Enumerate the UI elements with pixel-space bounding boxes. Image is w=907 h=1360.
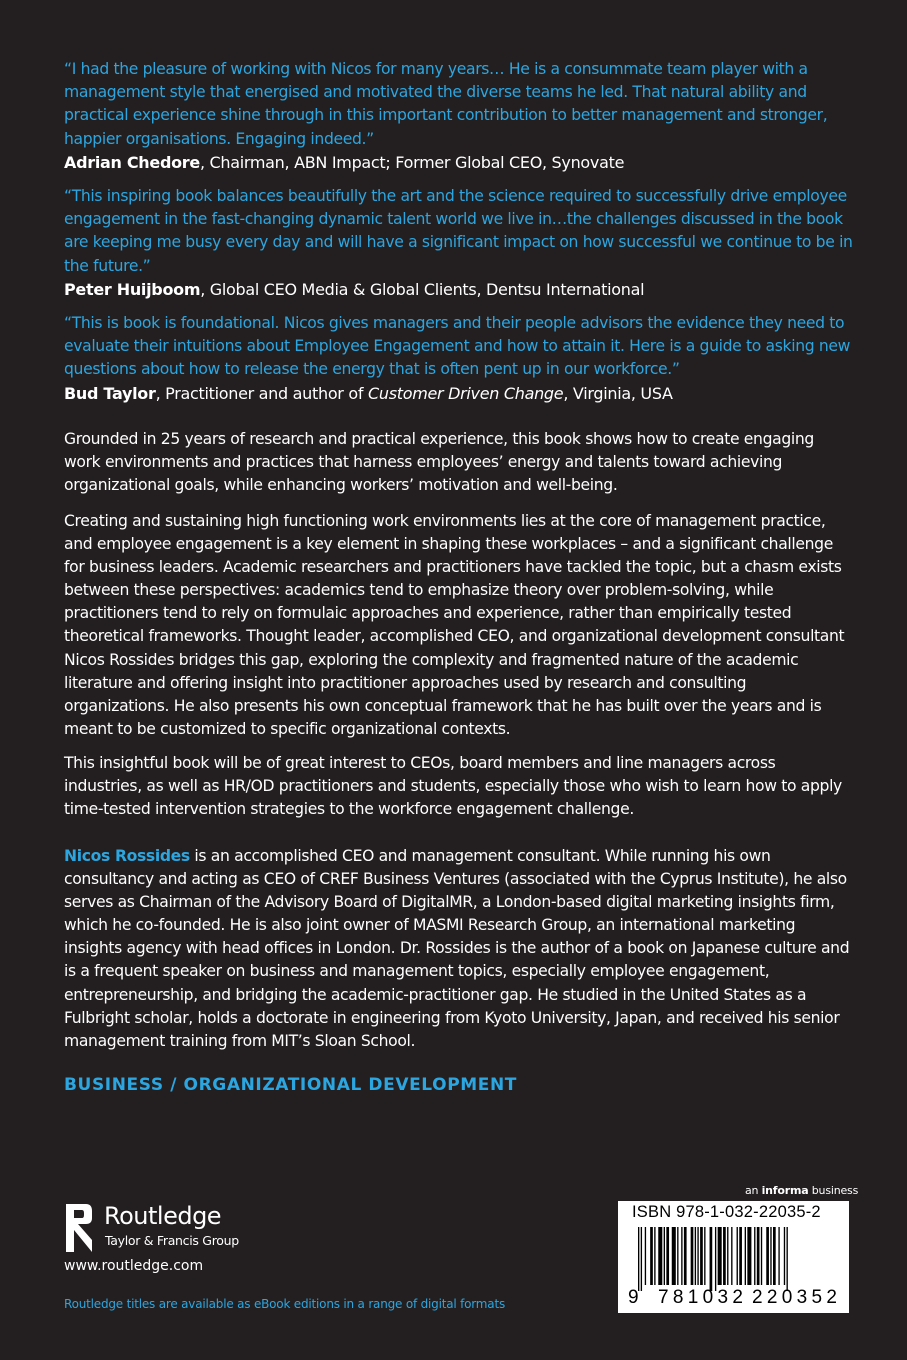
barcode-bar — [778, 1227, 779, 1285]
barcode-bar — [641, 1227, 642, 1291]
book-title: Customer Driven Change — [367, 383, 564, 403]
barcode-bar — [684, 1227, 687, 1285]
barcode-bar — [723, 1227, 726, 1285]
description-text: This insightful book will be of great interest to CEOs, board members and line managers across industries, as well as HR/OD practitioners and students, especially those who wish to learn how to apply time-tested intervention strategies to the workforce engagement challenge. — [64, 754, 842, 819]
testimonial-2 — [64, 185, 854, 301]
barcode-bar — [737, 1227, 738, 1285]
barcode-bar — [658, 1227, 662, 1285]
barcode-bar — [761, 1227, 762, 1285]
barcode-bar — [747, 1227, 751, 1285]
testimonial-role: , Global CEO Media & Global Clients, Dentsu International — [200, 279, 645, 299]
barcode-bar — [645, 1227, 646, 1285]
publisher-name: Routledge — [104, 1202, 222, 1230]
barcode-bar — [672, 1227, 676, 1285]
barcode-bar — [715, 1227, 716, 1291]
barcode-bar — [727, 1227, 728, 1285]
author-bio-body: is an accomplished CEO and management consultant. While running his own consultancy and acting as CEO of CREF Business Ventures (associated with the Cyprus Institute), he also serves as Chairman of the Advisory Board of DigitalMR, a London-based digital marketing insights firm, which he co-founded. He is also joint owner of MASMI Research Group, an international marketing insights agency with head offices in London. Dr. Rossides is the author of a book on Japanese culture and is a frequent speaker on business and management topics, especially employee engagement, entrepreneurship, and bridging the academic-practitioner gap. He studied in the United States as a Fulbright scholar, holds a doctorate in engineering from Kyoto University, Japan, and received his senior management training from MIT’s Sloan School. — [64, 847, 850, 1050]
testimonial-name: Peter Huijboom — [64, 279, 201, 299]
barcode-bar — [710, 1227, 713, 1291]
barcode-digits — [618, 1287, 849, 1311]
description-text: Creating and sustaining high functioning work environments lies at the core of management practice, and employee engagement is a key element in shaping these workplaces – and a significant challenge for business leaders. Academic researchers and practitioners have tackled the topic, but a chasm exists between these perspectives: academics tend to emphasize theory over problem-solving, while practitioners tend to rely on formulaic approaches and experience, rather than empirically tested theoretical frameworks. Thought leader, accomplished CEO, and organizational development consultant Nicos Rossides bridges this gap, exploring the complexity and fragmented nature of the academic literature and offering insight into practitioner approaches used by research and consulting organizations. He also presents his own conceptual framework that he has built over the years and is meant to be customized to specific organizational contexts. — [64, 512, 845, 738]
testimonial-quote: “This inspiring book balances beautifully the art and the science required to successfully drive employee engagement in the fast-changing dynamic talent world we live in…the challenges discussed in the book are keeping me busy every day and will have a significant impact on how successful we continue to be in the future.” — [64, 187, 853, 275]
testimonial-location: , Virginia, USA — [563, 383, 673, 403]
testimonial-attribution — [64, 151, 854, 174]
description-paragraph-1 — [64, 428, 854, 497]
barcode-bar — [664, 1227, 665, 1285]
description-paragraph-3 — [64, 752, 854, 821]
informa-brand: informa — [761, 1184, 809, 1197]
publisher-website[interactable]: www.routledge.com — [64, 1258, 204, 1274]
barcode-bar — [650, 1227, 653, 1285]
barcode-bars — [618, 1227, 849, 1291]
isbn-label: ISBN 978-1-032-22035-2 — [632, 1203, 821, 1221]
barcode-digits-left: 781032 — [658, 1287, 748, 1308]
testimonial-name: Bud Taylor — [64, 383, 156, 403]
testimonial-quote: “I had the pleasure of working with Nicos for many years… He is a consummate team player with a management style that energised and motivated the diverse teams he led. That natural ability and practical experience shine through in this important contribution to better management and stronger, happier organisations. Engaging indeed.” — [64, 60, 828, 148]
barcode-bar — [718, 1227, 722, 1285]
barcode-bar — [677, 1227, 678, 1285]
testimonial-role: , Chairman, ABN Impact; Former Global CEO, Synovate — [199, 152, 625, 172]
barcode-bar — [697, 1227, 698, 1285]
barcode-bar — [784, 1227, 785, 1285]
testimonial-name: Adrian Chedore — [64, 152, 200, 172]
routledge-r-icon — [64, 1202, 94, 1254]
publisher-group: Taylor & Francis Group — [105, 1233, 239, 1248]
informa-tagline — [745, 1184, 858, 1197]
barcode-bar — [757, 1227, 760, 1285]
barcode-bar — [654, 1227, 655, 1285]
barcode-bar — [638, 1227, 639, 1291]
barcode-bar — [731, 1227, 732, 1285]
barcode-bar — [681, 1227, 682, 1285]
barcode-bar — [766, 1227, 769, 1285]
author-name: Nicos Rossides — [64, 847, 190, 865]
barcode-digit-first: 9 — [628, 1287, 639, 1308]
testimonial-role: , Practitioner and author of — [155, 383, 368, 403]
testimonial-attribution — [64, 382, 854, 405]
barcode-bar — [770, 1227, 771, 1285]
barcode-bar — [704, 1227, 705, 1285]
barcode-bar — [739, 1227, 742, 1285]
testimonial-3 — [64, 312, 854, 405]
isbn-barcode — [618, 1201, 849, 1313]
author-bio-text — [64, 845, 854, 1053]
barcode-bar — [754, 1227, 755, 1285]
testimonial-attribution — [64, 278, 854, 301]
barcode-bar — [666, 1227, 669, 1285]
publisher-logo — [64, 1200, 294, 1258]
author-bio — [64, 845, 854, 1053]
barcode-bar — [745, 1227, 746, 1285]
barcode-bar — [700, 1227, 703, 1285]
description-paragraph-2 — [64, 510, 854, 741]
description-text: Grounded in 25 years of research and practical experience, this book shows how to create engaging work environments and practices that harness employees’ energy and talents toward achieving organizational goals, while enhancing workers’ motivation and well-being. — [64, 430, 814, 495]
testimonial-quote: “This is book is foundational. Nicos gives managers and their people advisors the evidence they need to evaluate their intuitions about Employee Engagement and how to attain it. Here is a guide to asking new questions about how to release the energy that is often pent up in our workforce.” — [64, 314, 851, 379]
barcode-bar — [787, 1227, 788, 1291]
informa-prefix: an — [745, 1184, 762, 1197]
subject-category: BUSINESS / ORGANIZATIONAL DEVELOPMENT — [64, 1075, 518, 1095]
ebook-note: Routledge titles are available as eBook editions in a range of digital formats — [64, 1297, 506, 1311]
barcode-bar — [691, 1227, 694, 1285]
testimonial-1 — [64, 58, 854, 174]
informa-suffix: business — [808, 1184, 859, 1197]
barcode-digits-right: 220352 — [752, 1287, 842, 1308]
barcode-bar — [773, 1227, 776, 1285]
barcode-bar — [695, 1227, 696, 1285]
